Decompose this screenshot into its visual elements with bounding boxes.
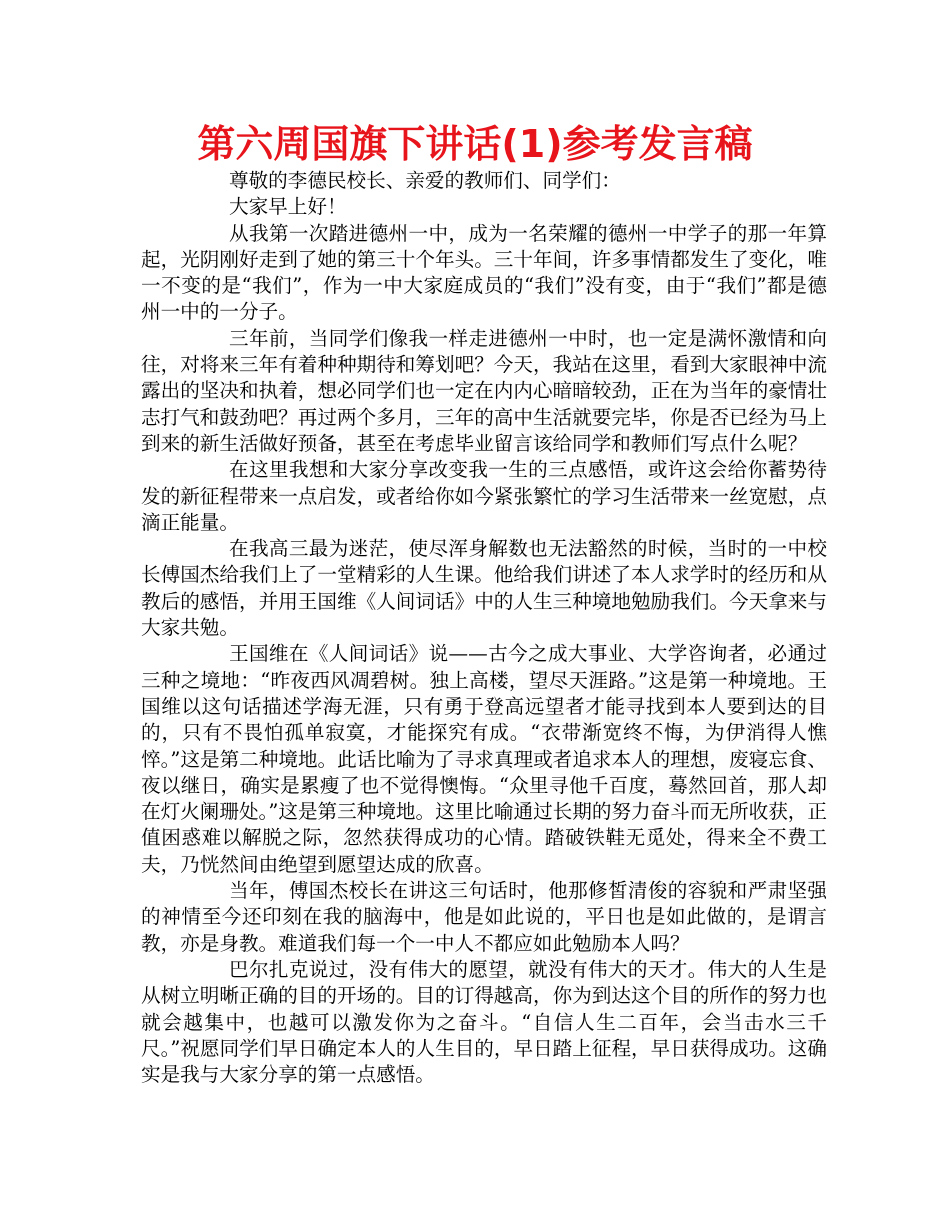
paragraph: 在这里我想和大家分享改变我一生的三点感悟，或许这会给你蓄势待发的新征程带来一点启发，或者给你如今紧张繁忙的学习生活带来一丝宽慰，点滴正能量。 xyxy=(141,458,827,534)
document-body xyxy=(141,168,827,1088)
paragraph: 从我第一次踏进德州一中，成为一名荣耀的德州一中学子的那一年算起，光阴刚好走到了她的第三十个年头。三十年间，许多事情都发生了变化，唯一不变的是“我们”，作为一中大家庭成员的“我们”没有变，由于“我们”都是德州一中的一分子。 xyxy=(141,221,827,324)
salutation-line: 尊敬的李德民校长、亲爱的教师们、同学们： xyxy=(229,169,621,192)
document-title: 第六周国旗下讲话(1)参考发言稿 xyxy=(197,122,753,166)
paragraph: 在我高三最为迷茫，使尽浑身解数也无法豁然的时候，当时的一中校长傅国杰给我们上了一堂精彩的人生课。他给我们讲述了本人求学时的经历和从教后的感悟，并用王国维《人间词话》中的人生三种境地勉励我们。今天拿来与大家共勉。 xyxy=(141,537,827,640)
greeting-line: 大家早上好！ xyxy=(229,195,347,219)
paragraph: 巴尔扎克说过，没有伟大的愿望，就没有伟大的天才。伟大的人生是从树立明晰正确的目的开场的。目的订得越高，你为到达这个目的所作的努力也就会越集中，也越可以激发你为之奋斗。“自信人生二百年，会当击水三千尺。”祝愿同学们早日确定本人的人生目的，早日踏上征程，早日获得成功。这确实是我与大家分享的第一点感悟。 xyxy=(141,957,827,1087)
paragraph: 三年前，当同学们像我一样走进德州一中时，也一定是满怀激情和向往，对将来三年有着种种期待和筹划吧？今天，我站在这里，看到大家眼神中流露出的坚决和执着，想必同学们也一定在内内心暗暗较劲，正在为当年的豪情壮志打气和鼓劲吧？再过两个多月，三年的高中生活就要完毕，你是否已经为马上到来的新生活做好预备，甚至在考虑毕业留言该给同学和教师们写点什么呢？ xyxy=(141,326,827,455)
paragraph: 当年，傅国杰校长在讲这三句话时，他那修皙清俊的容貌和严肃坚强的神情至今还印刻在我的脑海中，他是如此说的，平日也是如此做的，是谓言教，亦是身教。难道我们每一个一中人不都应如此勉励本人吗？ xyxy=(141,879,827,955)
paragraph: 王国维在《人间词话》说——古今之成大事业、大学咨询者，必通过三种之境地：“昨夜西风凋碧树。独上高楼，望尽天涯路。”这是第一种境地。王国维以这句话描述学海无涯，只有勇于登高远望者才能寻找到本人要到达的目的，只有不畏怕孤单寂寞，才能探究有成。“衣带渐宽终不悔，为伊消得人憔悴。”这是第二种境地。此话比喻为了寻求真理或者追求本人的理想，废寝忘食、夜以继日，确实是累瘦了也不觉得懊悔。“众里寻他千百度，蓦然回首，那人却在灯火阑珊处。”这是第三种境地。这里比喻通过长期的努力奋斗而无所收获，正值困惑难以解脱之际，忽然获得成功的心情。踏破铁鞋无觅处，得来全不费工夫，乃恍然间由绝望到愿望达成的欣喜。 xyxy=(141,642,827,876)
